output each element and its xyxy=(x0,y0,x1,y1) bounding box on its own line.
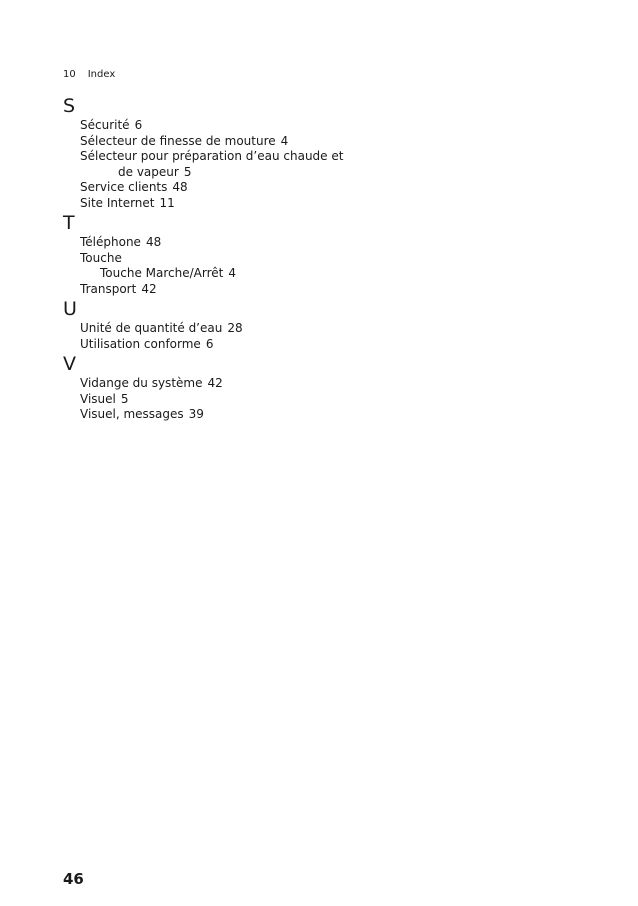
entry-term: Site Internet xyxy=(80,195,155,210)
entry-page-ref: 4 xyxy=(228,266,236,280)
entry-page-ref: 4 xyxy=(280,133,289,148)
section-letter-v: V xyxy=(63,353,76,375)
index-entry xyxy=(63,251,363,267)
chapter-number: 10 xyxy=(63,69,76,80)
entry-page-ref: 48 xyxy=(145,235,162,249)
index-entry xyxy=(63,180,363,196)
index-entry xyxy=(63,376,363,392)
running-header xyxy=(63,69,115,81)
entry-term: Visuel, messages xyxy=(80,407,184,421)
entry-term: Transport xyxy=(80,281,137,296)
entry-term: Utilisation conforme xyxy=(80,336,201,351)
entry-term: Sélecteur de finesse de mouture xyxy=(80,133,276,148)
page-number: 46 xyxy=(63,870,84,888)
index-list xyxy=(63,94,363,423)
entry-term: Téléphone xyxy=(80,235,141,249)
entry-page-ref: 42 xyxy=(207,376,223,390)
entry-continuation-text: de vapeur xyxy=(118,164,179,179)
entry-term: Sécurité xyxy=(80,118,130,132)
index-entry xyxy=(63,134,363,150)
entry-term: Service clients xyxy=(80,180,168,194)
entry-term: Sélecteur pour préparation d’eau chaude et xyxy=(80,149,344,163)
index-entry xyxy=(63,392,363,408)
entry-page-ref: 48 xyxy=(172,180,188,194)
entry-page-ref: 11 xyxy=(159,195,175,210)
index-entry xyxy=(63,118,363,134)
entry-page-ref: 5 xyxy=(183,164,192,179)
entry-continuation xyxy=(80,165,363,181)
entry-page-ref: 6 xyxy=(134,118,143,132)
index-entry xyxy=(63,282,363,298)
entry-term: Vidange du système xyxy=(80,376,203,390)
index-entry xyxy=(63,337,363,353)
index-entry xyxy=(63,149,363,180)
entry-page-ref: 39 xyxy=(188,407,204,421)
section-letter-u: U xyxy=(63,298,77,320)
entry-page-ref: 28 xyxy=(227,321,243,335)
chapter-title: Index xyxy=(87,69,116,80)
entry-term: Touche xyxy=(80,250,122,265)
index-subentry xyxy=(63,266,363,282)
entry-term: Visuel xyxy=(80,391,116,406)
index-entry xyxy=(63,196,363,212)
entry-page-ref: 6 xyxy=(205,336,214,351)
entry-term: Unité de quantité d’eau xyxy=(80,321,223,335)
entry-term: Touche Marche/Arrêt xyxy=(100,266,224,280)
entry-page-ref: 42 xyxy=(141,281,157,296)
section-letter-t: T xyxy=(63,212,75,234)
index-entry xyxy=(63,235,363,251)
index-entry xyxy=(63,407,363,423)
section-letter-s: S xyxy=(63,95,76,117)
index-entry xyxy=(63,321,363,337)
entry-page-ref: 5 xyxy=(120,391,129,406)
